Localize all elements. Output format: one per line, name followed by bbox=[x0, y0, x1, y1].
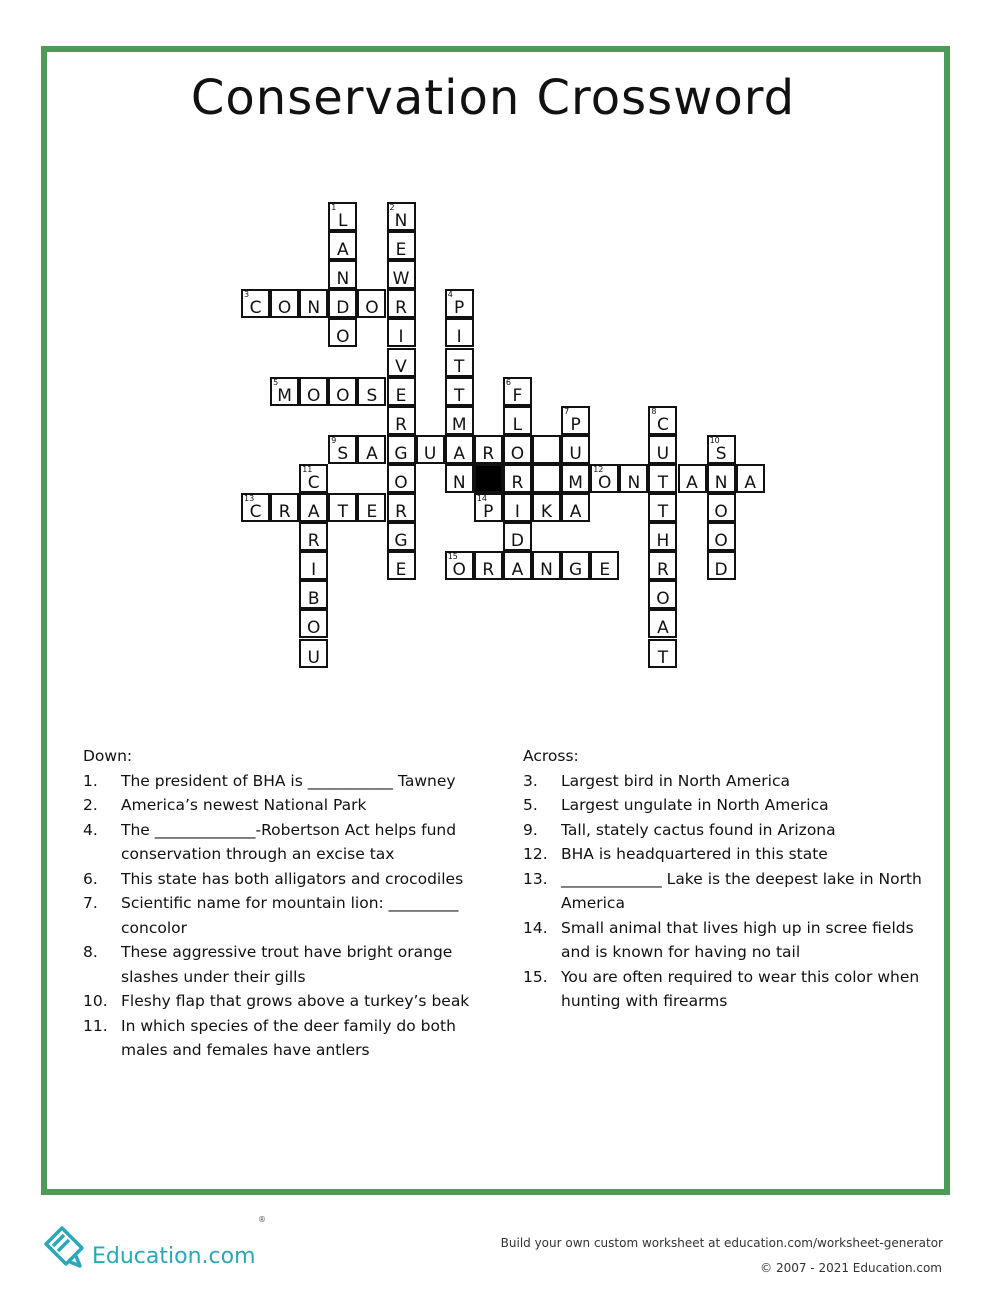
crossword-cell bbox=[503, 377, 532, 406]
clue-number: 5. bbox=[523, 796, 538, 814]
clue-number: 14. bbox=[523, 918, 548, 937]
clue-number: 9. bbox=[523, 820, 538, 839]
crossword-cell bbox=[387, 318, 416, 347]
clue-text: In which species of the deer family do both males and females have antlers bbox=[121, 1016, 456, 1059]
clue-text: These aggressive trout have bright orange slashes under their gills bbox=[121, 943, 453, 986]
cell-letter: O bbox=[597, 472, 612, 493]
crossword-cell bbox=[387, 406, 416, 435]
cell-letter: I bbox=[514, 502, 520, 522]
crossword-cell bbox=[561, 464, 590, 493]
crossword-cell bbox=[357, 377, 386, 406]
cell-letter: F bbox=[512, 385, 523, 406]
across-heading: Across: bbox=[523, 747, 579, 765]
cell-letter: R bbox=[511, 472, 524, 493]
crossword-cell bbox=[532, 493, 561, 522]
crossword-cell bbox=[299, 377, 328, 406]
cell-letter: O bbox=[394, 472, 408, 493]
cell-letter: U bbox=[307, 647, 320, 668]
cell-letter: W bbox=[392, 269, 410, 290]
clue-number: 3. bbox=[523, 771, 538, 790]
down-clue bbox=[83, 793, 503, 818]
clue-number: 14 bbox=[476, 494, 487, 503]
cell-letter: U bbox=[656, 443, 670, 464]
clue-number: 12 bbox=[593, 464, 604, 474]
down-clue bbox=[83, 989, 503, 1014]
cell-letter: B bbox=[307, 589, 320, 610]
cell-letter: M bbox=[568, 472, 583, 493]
crossword-cell bbox=[707, 551, 736, 580]
cell-letter: O bbox=[336, 385, 350, 406]
crossword-cell bbox=[503, 435, 532, 464]
crossword-cell bbox=[445, 377, 474, 406]
crossword-cell bbox=[270, 289, 299, 318]
clue-text: This state has both alligators and crocodiles bbox=[121, 869, 464, 888]
clue-number: 8. bbox=[83, 943, 98, 961]
cell-letter: G bbox=[569, 560, 583, 581]
cell-letter: D bbox=[510, 531, 524, 552]
crossword-cell bbox=[328, 493, 357, 522]
crossword-cell bbox=[445, 435, 474, 464]
crossword-cell bbox=[387, 464, 416, 493]
crossword-cell bbox=[357, 289, 386, 318]
crossword-cell bbox=[561, 551, 590, 580]
cell-letter: E bbox=[599, 560, 611, 581]
clue-number: 15 bbox=[447, 552, 458, 562]
cell-letter: P bbox=[570, 414, 581, 435]
crossword-cell bbox=[474, 551, 503, 580]
registered-mark: ® bbox=[258, 1215, 266, 1224]
crossword-cell bbox=[387, 348, 416, 377]
crossword-cell bbox=[503, 406, 532, 435]
clue-number: 7. bbox=[83, 894, 98, 912]
clue-number: 9 bbox=[331, 435, 337, 445]
cell-letter: O bbox=[714, 531, 728, 552]
crossword-cell bbox=[445, 464, 474, 493]
crossword-cell bbox=[648, 551, 677, 580]
cell-letter: P bbox=[483, 502, 494, 522]
clue-number: 13 bbox=[244, 494, 255, 503]
cell-letter: D bbox=[714, 560, 728, 581]
clue-number: 15. bbox=[523, 967, 548, 986]
cell-letter: C bbox=[656, 414, 669, 435]
crossword-cell bbox=[241, 289, 270, 318]
cell-letter: O bbox=[365, 298, 379, 319]
cell-letter: O bbox=[510, 443, 525, 464]
clue-text: The _____________-Robertson Act helps fund conservation through an excise tax bbox=[121, 820, 457, 863]
crossword-cell bbox=[503, 493, 532, 522]
clue-number: 5 bbox=[273, 377, 279, 387]
crossword-cell bbox=[648, 609, 677, 638]
crossword-cell bbox=[328, 231, 357, 260]
cell-letter: R bbox=[395, 298, 407, 319]
crossword-cell bbox=[707, 464, 736, 493]
cell-letter: C bbox=[249, 502, 262, 522]
crossword-cell bbox=[648, 639, 677, 668]
crossword-cell bbox=[387, 551, 416, 580]
cell-letter: T bbox=[337, 502, 348, 522]
crossword-cell bbox=[387, 522, 416, 551]
crossword-cell bbox=[299, 551, 328, 580]
crossword-cell bbox=[357, 435, 386, 464]
crossword-cell bbox=[387, 377, 416, 406]
cell-letter: O bbox=[277, 298, 292, 319]
crossword-cell bbox=[328, 377, 357, 406]
cell-letter: L bbox=[338, 211, 348, 231]
crossword-cell bbox=[328, 202, 357, 231]
clue-text: Largest bird in North America bbox=[561, 771, 790, 790]
crossword-black-cell bbox=[474, 464, 503, 493]
clue-number: 12. bbox=[523, 845, 548, 863]
crossword-cell bbox=[387, 202, 416, 231]
clue-number: 1 bbox=[331, 203, 337, 212]
down-heading: Down: bbox=[83, 747, 133, 765]
cell-letter: N bbox=[627, 472, 641, 493]
cell-letter: A bbox=[511, 560, 524, 581]
crossword-cell bbox=[532, 551, 561, 580]
brand-name[interactable]: Education.com bbox=[92, 1244, 256, 1269]
cell-letter: R bbox=[395, 414, 407, 435]
crossword-cell bbox=[648, 580, 677, 609]
clue-number: 2. bbox=[83, 796, 98, 814]
cell-letter: M bbox=[451, 414, 467, 435]
crossword-cell bbox=[678, 464, 707, 493]
crossword-cell bbox=[445, 348, 474, 377]
cell-letter: E bbox=[395, 240, 407, 261]
crossword-cell bbox=[241, 493, 270, 522]
crossword-cell bbox=[328, 289, 357, 318]
copyright-text: © 2007 - 2021 Education.com bbox=[760, 1261, 942, 1275]
cell-letter: E bbox=[395, 560, 407, 581]
clue-text: _____________ Lake is the deepest lake in North America bbox=[561, 869, 922, 912]
clue-number: 4. bbox=[83, 820, 98, 839]
page-title: Conservation Crossword bbox=[190, 70, 796, 126]
cell-letter: P bbox=[454, 298, 465, 319]
clue-number: 10 bbox=[709, 435, 720, 445]
crossword-cell bbox=[736, 464, 765, 493]
cell-letter: R bbox=[482, 443, 495, 464]
crossword-cell bbox=[474, 493, 503, 522]
crossword-cell bbox=[648, 406, 677, 435]
cell-letter: A bbox=[657, 618, 669, 639]
crossword-cell bbox=[445, 406, 474, 435]
clue-text: Tall, stately cactus found in Arizona bbox=[561, 820, 836, 839]
clue-number: 13. bbox=[523, 869, 548, 888]
cell-letter: C bbox=[307, 472, 320, 493]
crossword-cell bbox=[503, 551, 532, 580]
clue-number: 6 bbox=[505, 377, 511, 387]
clue-number: 2 bbox=[389, 203, 395, 212]
clue-number: 6. bbox=[83, 869, 98, 888]
cell-letter: T bbox=[453, 385, 465, 406]
crossword-cell bbox=[328, 318, 357, 347]
clue-text: Fleshy flap that grows above a turkey’s beak bbox=[121, 992, 470, 1010]
down-clue bbox=[83, 940, 503, 989]
cell-letter: G bbox=[394, 531, 408, 552]
down-clues bbox=[83, 744, 503, 1063]
footer-tagline[interactable]: Build your own custom worksheet at education.com/worksheet-generator bbox=[500, 1236, 943, 1250]
crossword-cell bbox=[503, 522, 532, 551]
cell-letter: H bbox=[656, 531, 670, 552]
crossword-cell bbox=[648, 464, 677, 493]
crossword-cell bbox=[328, 435, 357, 464]
cell-letter: N bbox=[336, 269, 350, 290]
clue-number: 1. bbox=[83, 771, 98, 790]
crossword-cell bbox=[561, 493, 590, 522]
crossword-cell bbox=[299, 609, 328, 638]
clue-number: 10. bbox=[83, 992, 108, 1010]
cell-letter: S bbox=[337, 443, 349, 464]
cell-letter: N bbox=[307, 298, 321, 319]
cell-letter: O bbox=[452, 560, 466, 581]
crossword-cell bbox=[387, 493, 416, 522]
cell-letter: D bbox=[336, 298, 350, 319]
clue-number: 3 bbox=[244, 290, 250, 300]
cell-letter: A bbox=[453, 443, 465, 464]
cell-letter: R bbox=[307, 531, 320, 552]
cell-letter: S bbox=[715, 443, 727, 464]
crossword-cell bbox=[561, 406, 590, 435]
cell-letter: A bbox=[307, 502, 320, 522]
cell-letter: V bbox=[395, 356, 407, 377]
cell-letter: O bbox=[656, 589, 670, 610]
clue-text: America’s newest National Park bbox=[121, 796, 367, 814]
cell-letter: T bbox=[453, 356, 465, 377]
cell-letter: S bbox=[366, 385, 378, 406]
clue-text: BHA is headquartered in this state bbox=[561, 845, 828, 863]
cell-letter: O bbox=[336, 327, 350, 348]
crossword-cell bbox=[445, 318, 474, 347]
cell-letter: A bbox=[686, 472, 698, 493]
cell-letter: E bbox=[395, 385, 407, 406]
cell-letter: R bbox=[395, 502, 407, 522]
cell-letter: N bbox=[714, 472, 728, 493]
cell-letter: R bbox=[278, 502, 291, 522]
clue-text: Small animal that lives high up in scree fields and is known for having no tail bbox=[561, 918, 914, 961]
crossword-cell bbox=[416, 435, 445, 464]
crossword-cell bbox=[387, 231, 416, 260]
cell-letter: O bbox=[306, 618, 321, 639]
crossword-cell bbox=[707, 493, 736, 522]
cell-letter: I bbox=[311, 560, 317, 581]
clue-text: The president of BHA is ___________ Tawney bbox=[121, 771, 456, 790]
crossword-cell bbox=[387, 435, 416, 464]
crossword-cell bbox=[445, 551, 474, 580]
cell-letter: C bbox=[249, 298, 262, 319]
cell-letter: E bbox=[366, 502, 378, 522]
crossword-cell bbox=[328, 260, 357, 289]
crossword-cell bbox=[619, 464, 648, 493]
cell-letter: M bbox=[277, 385, 292, 406]
cell-letter: O bbox=[714, 502, 728, 522]
crossword-cell bbox=[648, 522, 677, 551]
cell-letter: N bbox=[394, 211, 408, 231]
crossword-cell bbox=[299, 464, 328, 493]
across-clues bbox=[523, 744, 923, 1014]
cell-letter: A bbox=[366, 443, 378, 464]
across-clue bbox=[523, 818, 923, 843]
cell-letter: O bbox=[306, 385, 321, 406]
clue-number: 4 bbox=[447, 290, 453, 300]
across-clue bbox=[523, 769, 923, 794]
cell-letter: R bbox=[482, 560, 495, 581]
crossword-cell bbox=[648, 493, 677, 522]
crossword-cell bbox=[299, 522, 328, 551]
cell-letter: N bbox=[540, 560, 553, 581]
cell-letter: L bbox=[512, 414, 523, 435]
cell-letter: I bbox=[456, 327, 462, 348]
cell-letter: T bbox=[657, 647, 669, 668]
down-clue bbox=[83, 818, 503, 867]
clue-text: You are often required to wear this color when hunting with firearms bbox=[561, 967, 920, 1010]
crossword-cell bbox=[299, 639, 328, 668]
cell-letter: T bbox=[657, 502, 669, 522]
cell-letter: A bbox=[336, 240, 349, 261]
clue-number: 7 bbox=[564, 406, 570, 416]
crossword-cell bbox=[387, 289, 416, 318]
crossword-cell bbox=[299, 289, 328, 318]
down-clue bbox=[83, 891, 503, 940]
crossword-cell bbox=[357, 493, 386, 522]
crossword-cell bbox=[445, 289, 474, 318]
crossword-cell bbox=[503, 464, 532, 493]
across-clue bbox=[523, 842, 923, 867]
crossword-cell bbox=[707, 435, 736, 464]
cell-letter: A bbox=[569, 502, 582, 522]
clue-number: 11. bbox=[83, 1016, 108, 1035]
crossword-cell bbox=[299, 580, 328, 609]
clue-number: 11 bbox=[302, 464, 313, 474]
cell-letter: N bbox=[452, 472, 466, 493]
crossword-cell bbox=[532, 464, 561, 493]
across-clue bbox=[523, 867, 923, 916]
crossword-cell bbox=[270, 493, 299, 522]
crossword-cell bbox=[648, 435, 677, 464]
crossword-cell bbox=[590, 551, 619, 580]
cell-letter: I bbox=[398, 327, 404, 348]
clue-number: 8 bbox=[651, 406, 657, 416]
crossword-cell bbox=[707, 522, 736, 551]
education-logo-icon bbox=[40, 1222, 88, 1274]
across-clue bbox=[523, 965, 923, 1014]
across-clue bbox=[523, 793, 923, 818]
cell-letter: R bbox=[656, 560, 669, 581]
cell-letter: U bbox=[569, 443, 582, 464]
crossword-cell bbox=[590, 464, 619, 493]
crossword-cell bbox=[387, 260, 416, 289]
cell-letter: A bbox=[744, 472, 756, 493]
crossword-cell bbox=[561, 435, 590, 464]
clue-text: Largest ungulate in North America bbox=[561, 796, 829, 814]
down-clue bbox=[83, 769, 503, 794]
down-clue bbox=[83, 1014, 503, 1063]
crossword-cell bbox=[474, 435, 503, 464]
cell-letter: G bbox=[394, 443, 408, 464]
crossword-cell bbox=[532, 435, 561, 464]
down-clue bbox=[83, 867, 503, 892]
crossword-cell bbox=[299, 493, 328, 522]
cell-letter: T bbox=[657, 472, 669, 493]
across-clue bbox=[523, 916, 923, 965]
crossword-cell bbox=[270, 377, 299, 406]
cell-letter: U bbox=[423, 443, 437, 464]
cell-letter: K bbox=[540, 502, 553, 522]
clue-text: Scientific name for mountain lion: _________ concolor bbox=[121, 894, 459, 937]
